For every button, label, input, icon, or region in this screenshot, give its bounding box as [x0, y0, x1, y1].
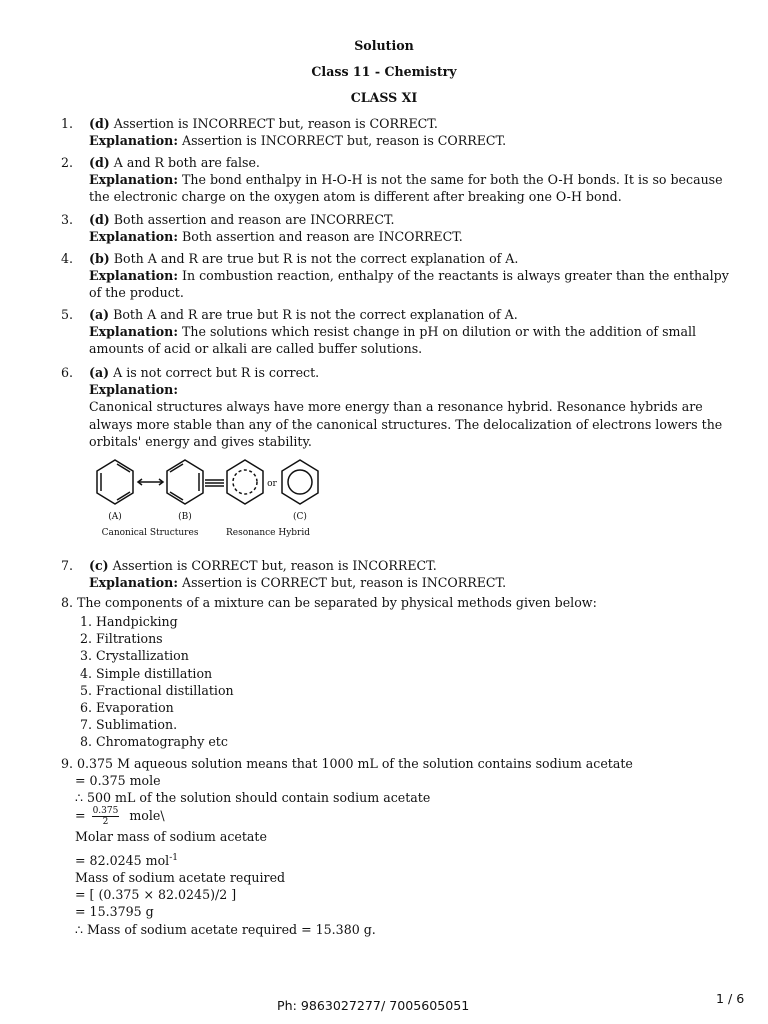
- fraction: [92, 806, 120, 827]
- molar-mass-exponent: -1: [169, 852, 178, 863]
- calc-line: ∴ 500 mL of the solution should contain sodium acetate: [75, 790, 431, 806]
- calc-line: Mass of sodium acetate required: [75, 870, 286, 885]
- calc-line: = 15.3795 g: [75, 904, 154, 920]
- calc-prefix: =: [75, 808, 86, 824]
- explanation-label: Explanation:: [89, 172, 178, 188]
- calc-suffix: mole\: [129, 808, 165, 824]
- explanation-text: In combustion reaction, enthalpy of the reactants is always greater than the enthalpy of the product.: [89, 268, 729, 301]
- calc-line: = [ (0.375 × 82.0245)/2 ]: [75, 887, 237, 903]
- answer-text: Both A and R are true but R is not the correct explanation of A.: [113, 251, 519, 266]
- explanation-label: Explanation:: [89, 382, 178, 398]
- answer-option: (c): [89, 558, 109, 573]
- answer-number: 5.: [61, 307, 74, 322]
- list-item: 4. Simple distillation: [80, 665, 213, 681]
- list-item: 8. Chromatography etc: [80, 734, 228, 750]
- fraction-numerator: 0.375: [92, 806, 119, 817]
- answer-5: [61, 306, 741, 358]
- page-number: 1 / 6: [716, 991, 745, 1006]
- class-label: CLASS XI: [350, 90, 418, 105]
- calc-line: Molar mass of sodium acetate: [75, 829, 267, 845]
- answer-number: 2.: [61, 155, 74, 170]
- label-a: (A): [108, 512, 122, 522]
- answer-option: (b): [89, 251, 110, 266]
- molar-mass-value: = 82.0245 mol: [75, 852, 170, 868]
- benzene-ring-b-icon: [167, 460, 203, 504]
- fraction-denominator: 2: [102, 817, 109, 828]
- or-text: or: [267, 479, 277, 489]
- answer-2: [61, 154, 741, 206]
- answer-number: 4.: [61, 251, 74, 266]
- label-c: (C): [293, 512, 307, 522]
- calc-line: ∴ Mass of sodium acetate required = 15.380 g.: [75, 921, 376, 937]
- answer-text: A and R both are false.: [113, 155, 260, 170]
- resonance-structures-figure: [90, 455, 340, 543]
- explanation-text: Assertion is INCORRECT but, reason is CORRECT.: [182, 133, 507, 149]
- list-item: 7. Sublimation.: [80, 717, 178, 733]
- explanation-text: The solutions which resist change in pH on dilution or with the addition of small amounts of acid or alkali are called buffer solutions.: [89, 324, 697, 357]
- list-item: 3. Crystallization: [80, 648, 189, 664]
- list-item: 5. Fractional distillation: [80, 682, 234, 698]
- explanation-text: Both assertion and reason are INCORRECT.: [182, 229, 463, 245]
- answer-option: (d): [89, 155, 110, 170]
- q9-intro: 9. 0.375 M aqueous solution means that 1000 mL of the solution contains sodium acetate: [61, 756, 633, 771]
- answer-text: Assertion is CORRECT but, reason is INCORRECT.: [112, 558, 437, 573]
- list-item: 6. Evaporation: [80, 699, 174, 715]
- answer-option: (a): [89, 307, 110, 322]
- answer-3: [61, 211, 741, 245]
- answer-number: 7.: [61, 558, 74, 573]
- answer-number: 1.: [61, 116, 74, 131]
- q8-intro: 8. The components of a mixture can be separated by physical methods given below:: [61, 595, 597, 610]
- explanation-label: Explanation:: [89, 324, 178, 340]
- answer-option: (a): [89, 365, 110, 380]
- answer-option: (d): [89, 212, 110, 227]
- answer-option: (d): [89, 116, 110, 131]
- caption-canonical: Canonical Structures: [101, 528, 199, 538]
- explanation-text: Assertion is CORRECT but, reason is INCORRECT.: [182, 575, 507, 591]
- answer-text: Both A and R are true but R is not the correct explanation of A.: [113, 307, 518, 322]
- page-subtitle: Class 11 - Chemistry: [311, 64, 457, 79]
- page-title: Solution: [354, 38, 414, 53]
- answer-text: A is not correct but R is correct.: [113, 365, 320, 380]
- answer-text: Assertion is INCORRECT but, reason is CORRECT.: [113, 116, 438, 131]
- answer-number: 6.: [61, 365, 74, 380]
- explanation-text: Canonical structures always have more energy than a resonance hybrid. Resonance hybrids are always more stable than any of the canonical structures. The delocalization of electrons lowers the orbitals' energy and gives stability.: [89, 399, 723, 449]
- calc-line: = 0.375 mole: [75, 773, 161, 788]
- separation-methods-list: [80, 613, 234, 751]
- caption-hybrid: Resonance Hybrid: [226, 528, 310, 538]
- list-item: 2. Filtrations: [80, 631, 163, 647]
- explanation-label: Explanation:: [89, 229, 178, 245]
- answer-number: 3.: [61, 212, 74, 227]
- answer-6: [61, 364, 741, 450]
- footer-phone: Ph: 9863027277/ 7005605051: [277, 998, 470, 1013]
- q9-calculation: [75, 772, 430, 938]
- explanation-label: Explanation:: [89, 133, 178, 149]
- calc-line-molar-mass: [75, 850, 430, 869]
- answer-7: [61, 557, 741, 591]
- explanation-label: Explanation:: [89, 268, 178, 284]
- answer-text: Both assertion and reason are INCORRECT.: [113, 212, 395, 227]
- explanation-text: The bond enthalpy in H-O-H is not the same for both the O-H bonds. It is so because the electronic charge on the oxygen atom is different after breaking one O-H bond.: [89, 172, 723, 205]
- label-b: (B): [178, 512, 192, 522]
- benzene-ring-a-icon: [97, 460, 133, 504]
- explanation-label: Explanation:: [89, 575, 178, 591]
- list-item: 1. Handpicking: [80, 614, 178, 629]
- answer-1: [61, 115, 741, 149]
- calc-line-fraction: [75, 806, 430, 826]
- answer-4: [61, 250, 741, 302]
